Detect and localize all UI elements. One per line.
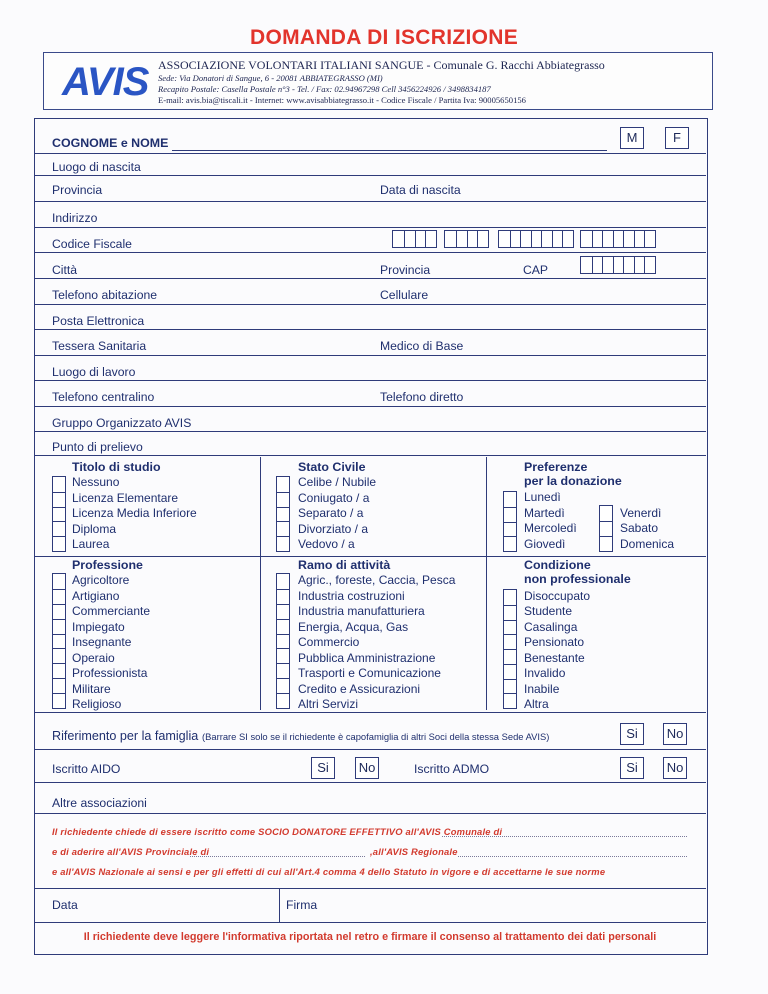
professione-option: Impiegato [72,619,125,634]
ramo-option: Energia, Acqua, Gas [298,619,409,634]
family-yes-box[interactable]: Si [620,723,644,745]
condizione-option: Pensionato [524,635,585,649]
divider [34,304,706,305]
birthdate-label: Data di nascita [380,183,461,197]
declaration-line-2b: ,all'AVIS Regionale [370,846,458,857]
divider [34,227,706,228]
checkbox-separator [53,492,65,493]
cell-separator [415,231,416,247]
cell-separator [520,231,521,247]
province-label: Provincia [52,183,103,197]
family-no-box[interactable]: No [663,723,687,745]
weekend-option: Domenica [620,536,675,551]
cell-separator [623,257,624,273]
professione-checkbox-column[interactable] [52,573,66,709]
stato-option: Divorziato / a [298,521,369,536]
divider [34,888,706,889]
provinciale-field[interactable] [190,856,365,857]
checkbox-separator [504,522,516,523]
professione-option: Religioso [72,697,122,711]
condizione-option: Invalido [524,666,566,680]
ramo-checkbox-column[interactable] [276,573,290,709]
ramo-heading: Ramo di attività [298,558,391,572]
divider [34,329,706,330]
cell-separator [634,257,635,273]
checkbox-separator [504,679,516,680]
divider [34,431,706,432]
cell-separator [634,231,635,247]
tax-code-group-1[interactable] [392,230,437,248]
divider [34,355,706,356]
aido-no-box[interactable]: No [355,757,379,779]
cell-separator [467,231,468,247]
condizione-checkbox-column[interactable] [503,589,517,709]
checkbox-separator [277,619,289,620]
divider [34,252,706,253]
checkbox-separator [504,605,516,606]
weekend-option: Venerdì [620,505,662,520]
checkbox-separator [504,507,516,508]
date-label: Data [52,898,78,912]
checkbox-separator [53,604,65,605]
stato-option: Celibe / Nubile [298,475,377,489]
ramo-option: Agric., foreste, Caccia, Pesca [298,573,456,587]
divider [34,556,706,557]
tax-code-group-4[interactable] [580,230,656,248]
professione-heading: Professione [72,558,143,572]
checkbox-separator [277,693,289,694]
divider [34,922,706,923]
divider [34,749,706,750]
checkbox-separator [504,693,516,694]
cell-separator [552,231,553,247]
titolo-option: Licenza Media Inferiore [72,506,197,520]
professione-option: Commerciante [72,604,151,618]
checkbox-separator [53,663,65,664]
regionale-field[interactable] [458,856,687,857]
weekday-option: Martedì [524,505,565,520]
birthplace-label: Luogo di nascita [52,160,141,174]
org-branch: - Comunale G. Racchi Abbiategrasso [426,58,605,72]
checkbox-separator [277,536,289,537]
doctor-label: Medico di Base [380,339,464,353]
ramo-option: Commercio [298,635,360,649]
avis-logo: AVIS [62,60,149,104]
aido-label: Iscritto AIDO [52,762,121,776]
preferenze-heading: Preferenze [524,460,588,474]
tax-code-group-3[interactable] [498,230,574,248]
divider [34,455,706,456]
signature-label: Firma [286,898,318,912]
declaration-line-1: Il richiedente chiede di essere iscritto come SOCIO DONATORE EFFETTIVO all'AVIS Comunale di [52,826,503,837]
org-name: ASSOCIAZIONE VOLONTARI ITALIANI SANGUE [158,58,424,72]
checkbox-separator [277,507,289,508]
checkbox-separator [53,619,65,620]
privacy-warning: Il richiedente deve leggere l'informativa riportata nel retro e firmare il consenso al trattamento dei dati personali [83,931,657,943]
cell-separator [623,231,624,247]
checkbox-separator [277,634,289,635]
stato-heading: Stato Civile [298,460,366,474]
condizione-option: Studente [524,604,573,618]
admo-yes-box[interactable]: Si [620,757,644,779]
condizione-option: Casalinga [524,619,578,634]
divider [34,175,706,176]
checkbox-separator [53,634,65,635]
checkbox-separator [277,663,289,664]
collection-point-label: Punto di prelievo [52,440,143,454]
weekend-checkbox-column[interactable] [599,505,613,552]
titolo-option: Nessuno [72,475,120,489]
sex-m-box[interactable]: M [620,127,644,149]
checkbox-separator [504,634,516,635]
checkbox-separator [53,678,65,679]
stato-checkbox-column[interactable] [276,476,290,552]
divider [34,380,706,381]
cell-separator [602,257,603,273]
form-title: DOMANDA DI ISCRIZIONE [249,26,519,49]
family-reference-note: (Barrare SI solo se il richiedente è capofamiglia di altri Soci della stessa Sede AVIS) [202,731,550,742]
checkbox-separator [600,521,612,522]
association-info [158,58,605,106]
address-label: Indirizzo [52,211,98,225]
professione-option: Professionista [72,666,148,680]
stato-option: Vedovo / a [298,537,355,551]
professione-option: Operaio [72,650,115,665]
admo-no-box[interactable]: No [663,757,687,779]
ramo-option: Altri Servizi [298,697,359,711]
preferenze-subheading: per la donazione [524,474,622,488]
cell-separator [613,257,614,273]
titolo-option: Laurea [72,537,110,551]
checkbox-separator [600,536,612,537]
surname-name-field[interactable] [172,150,607,151]
condizione-option: Altra [524,697,549,711]
tax-code-group-2[interactable] [444,230,489,248]
surname-name-label: COGNOME e NOME [52,136,169,150]
ramo-option: Trasporti e Comunicazione [298,666,441,680]
org-recapito: Recapito Postale: Casella Postale n°3 - Tel. / Fax: 02.94967298 Cell 3456224926 / 3498834187 [158,84,491,94]
cell-separator [477,231,478,247]
city-province-label: Provincia [380,263,431,277]
direct-phone-label: Telefono diretto [380,390,464,404]
weekday-checkbox-column[interactable] [503,491,517,552]
titolo-option: Diploma [72,521,117,536]
admo-label: Iscritto ADMO [414,762,490,776]
checkbox-separator [504,620,516,621]
weekend-option: Sabato [620,521,659,535]
weekday-option: Giovedì [524,536,566,551]
divider [34,201,706,202]
other-associations-label: Altre associazioni [52,796,147,810]
checkbox-separator [53,589,65,590]
divider [34,278,706,279]
declaration-line-3: e all'AVIS Nazionale ai sensi e per gli effetti di cui all'Art.4 comma 4 dello Statuto in vigore e di accettarne le sue norme [52,866,606,877]
city-label: Città [52,263,78,277]
column-divider [260,457,261,710]
checkbox-separator [53,521,65,522]
checkbox-separator [277,589,289,590]
column-divider [486,457,487,710]
cell-separator [531,231,532,247]
ramo-option: Industria costruzioni [298,588,405,603]
aido-yes-box[interactable]: Si [311,757,335,779]
checkbox-separator [277,521,289,522]
checkbox-separator [504,664,516,665]
divider [34,712,706,713]
divider [34,153,706,154]
condizione-option: Disoccupato [524,588,591,603]
mobile-label: Cellulare [380,288,429,302]
professione-option: Artigiano [72,588,120,603]
condizione-subheading: non professionale [524,572,631,586]
divider [34,782,706,783]
checkbox-separator [504,649,516,650]
checkbox-separator [53,536,65,537]
comunale-field[interactable] [442,836,687,837]
checkbox-separator [277,648,289,649]
cell-separator [404,231,405,247]
condizione-option: Inabile [524,681,560,696]
checkbox-separator [277,492,289,493]
checkbox-separator [53,507,65,508]
ramo-option: Pubblica Amministrazione [298,650,436,665]
cell-separator [510,231,511,247]
cell-separator [562,231,563,247]
cell-separator [592,257,593,273]
weekday-option: Mercoledì [524,521,577,535]
professione-option: Militare [72,681,111,696]
condizione-option: Benestante [524,650,585,665]
declaration-line-2a: e di aderire all'AVIS Provinciale di [52,846,210,857]
stato-option: Coniugato / a [298,490,370,505]
cell-separator [425,231,426,247]
health-card-label: Tessera Sanitaria [52,339,147,353]
professione-option: Insegnante [72,635,132,649]
cell-separator [592,231,593,247]
checkbox-separator [277,678,289,679]
cap-label: CAP [523,263,549,277]
home-phone-label: Telefono abitazione [52,288,158,302]
titolo-heading: Titolo di studio [72,460,161,474]
ramo-option: Credito e Assicurazioni [298,681,421,696]
condizione-heading: Condizione [524,558,591,572]
cap-input[interactable] [580,256,656,274]
cell-separator [456,231,457,247]
family-reference-label: Riferimento per la famiglia [52,729,199,743]
divider [34,406,706,407]
tax-code-label: Codice Fiscale [52,237,132,251]
titolo-option: Licenza Elementare [72,490,179,505]
cell-separator [644,257,645,273]
checkbox-separator [53,648,65,649]
org-sede: Sede: Via Donatori di Sangue, 6 - 20081 ABBIATEGRASSO (MI) [158,73,383,83]
checkbox-separator [277,604,289,605]
titolo-checkbox-column[interactable] [52,476,66,552]
switchboard-label: Telefono centralino [52,390,155,404]
cell-separator [541,231,542,247]
org-contacts: E-mail: avis.bia@tiscali.it - Internet: www.avisabbiategrasso.it - Codice Fiscale / Partita Iva: 90005650156 [158,95,526,105]
workplace-label: Luogo di lavoro [52,365,136,379]
checkbox-separator [53,693,65,694]
weekday-option: Lunedì [524,490,561,504]
stato-option: Separato / a [298,506,364,520]
divider [279,889,280,922]
cell-separator [602,231,603,247]
ramo-option: Industria manufatturiera [298,604,425,618]
email-label: Posta Elettronica [52,314,145,328]
divider [34,813,706,814]
cell-separator [644,231,645,247]
sex-f-box[interactable]: F [665,127,689,149]
professione-option: Agricoltore [72,573,130,587]
cell-separator [613,231,614,247]
avis-group-label: Gruppo Organizzato AVIS [52,416,192,430]
checkbox-separator [504,536,516,537]
